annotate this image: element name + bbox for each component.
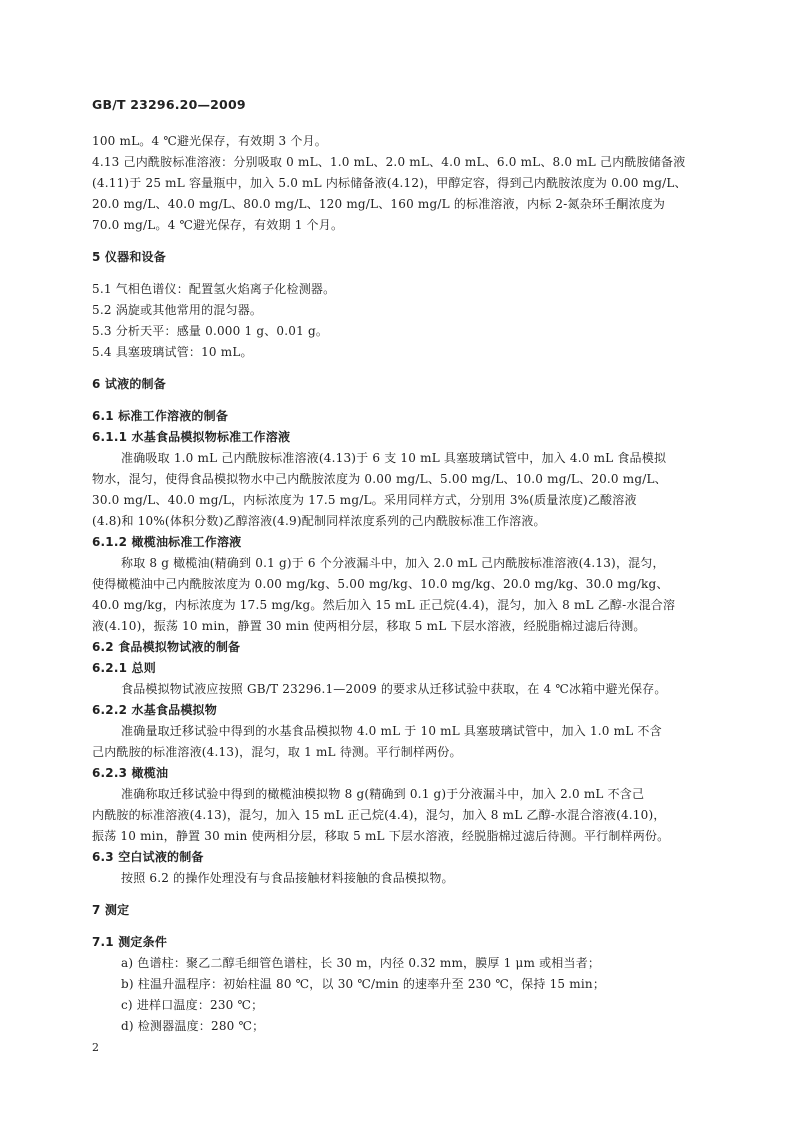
standard-number-header: GB/T 23296.20—2009 [92, 97, 246, 112]
body-line: 20.0 mg/L、40.0 mg/L、80.0 mg/L、120 mg/L、160 mg/L 的标准溶液，内标 2-氮杂环壬酮浓度为 [92, 197, 666, 211]
clause-5-1: 5.1 气相色谱仪：配置氢火焰离子化检测器。 [92, 282, 336, 296]
body-line: 准确称取迁移试验中得到的橄榄油模拟物 8 g(精确到 0.1 g)于分液漏斗中，加入 2.0 mL 不含己 [121, 787, 645, 801]
list-item: d) 检测器温度：280 ℃； [121, 1019, 265, 1033]
body-line: 食品模拟物试液应按照 GB/T 23296.1—2009 的要求从迁移试验中获取，在 4 ℃冰箱中避光保存。 [121, 682, 667, 696]
clause-5-2: 5.2 涡旋或其他常用的混匀器。 [92, 303, 263, 317]
body-line: 物水，混匀，使得食品模拟物水中己内酰胺浓度为 0.00 mg/L、5.00 mg/L、10.0 mg/L、20.0 mg/L、 [92, 472, 667, 486]
section-heading-7: 7 测定 [92, 903, 130, 917]
subsection-heading-6-1-1: 6.1.1 水基食品模拟物标准工作溶液 [92, 430, 291, 444]
body-line: 100 mL。4 ℃避光保存，有效期 3 个月。 [92, 134, 328, 148]
body-line: 按照 6.2 的操作处理没有与食品接触材料接触的食品模拟物。 [121, 871, 454, 885]
body-line: 准确吸取 1.0 mL 己内酰胺标准溶液(4.13)于 6 支 10 mL 具塞玻璃试管中，加入 4.0 mL 食品模拟 [121, 451, 667, 465]
page-number: 2 [92, 1041, 100, 1054]
subsection-heading-7-1: 7.1 测定条件 [92, 935, 168, 949]
body-line: 内酰胺的标准溶液(4.13)，混匀，加入 15 mL 正己烷(4.4)，混匀，加入 8 mL 乙醇-水混合溶液(4.10)， [92, 808, 666, 822]
subsection-heading-6-3: 6.3 空白试液的制备 [92, 850, 204, 864]
list-item: b) 柱温升温程序：初始柱温 80 ℃，以 30 ℃/min 的速率升至 230 ℃，保持 15 min； [121, 977, 606, 991]
list-item: c) 进样口温度：230 ℃； [121, 998, 264, 1012]
body-line: 准确量取迁移试验中得到的水基食品模拟物 4.0 mL 于 10 mL 具塞玻璃试管中，加入 1.0 mL 不含 [121, 724, 662, 738]
body-line: (4.8)和 10%(体积分数)乙醇溶液(4.9)配制同样浓度系列的己内酰胺标准工作溶液。 [92, 514, 546, 528]
subsection-heading-6-2-2: 6.2.2 水基食品模拟物 [92, 703, 217, 717]
section-heading-5: 5 仪器和设备 [92, 250, 166, 264]
section-heading-6: 6 试液的制备 [92, 377, 166, 391]
body-line: 70.0 mg/L。4 ℃避光保存，有效期 1 个月。 [92, 218, 344, 232]
subsection-heading-6-1: 6.1 标准工作溶液的制备 [92, 409, 229, 423]
subsection-heading-6-1-2: 6.1.2 橄榄油标准工作溶液 [92, 535, 242, 549]
clause-5-4: 5.4 具塞玻璃试管：10 mL。 [92, 345, 253, 359]
body-line: (4.11)于 25 mL 容量瓶中，加入 5.0 mL 内标储备液(4.12)，甲醇定容，得到己内酰胺浓度为 0.00 mg/L、 [92, 176, 687, 190]
clause-5-3: 5.3 分析天平：感量 0.000 1 g、0.01 g。 [92, 324, 329, 338]
body-line: 称取 8 g 橄榄油(精确到 0.1 g)于 6 个分液漏斗中，加入 2.0 mL 己内酰胺标准溶液(4.13)，混匀， [121, 556, 665, 570]
body-line: 液(4.10)，振荡 10 min，静置 30 min 使两相分层，移取 5 mL 下层水溶液，经脱脂棉过滤后待测。 [92, 619, 646, 633]
list-item: a) 色谱柱：聚乙二醇毛细管色谱柱，长 30 m，内径 0.32 mm，膜厚 1 μm 或相当者； [121, 956, 601, 970]
subsection-heading-6-2-1: 6.2.1 总则 [92, 661, 156, 675]
body-line: 己内酰胺的标准溶液(4.13)，混匀，取 1 mL 待测。平行制样两份。 [92, 745, 462, 759]
body-line: 30.0 mg/L、40.0 mg/L，内标浓度为 17.5 mg/L。采用同样方式，分别用 3%(质量浓度)乙酸溶液 [92, 493, 637, 507]
body-line: 使得橄榄油中己内酰胺浓度为 0.00 mg/kg、5.00 mg/kg、10.0 mg/kg、20.0 mg/kg、30.0 mg/kg、 [92, 577, 669, 591]
clause-4-13: 4.13 己内酰胺标准溶液：分别吸取 0 mL、1.0 mL、2.0 mL、4.0 mL、6.0 mL、8.0 mL 己内酰胺储备液 [92, 155, 686, 169]
subsection-heading-6-2-3: 6.2.3 橄榄油 [92, 766, 169, 780]
subsection-heading-6-2: 6.2 食品模拟物试液的制备 [92, 640, 241, 654]
body-line: 振荡 10 min，静置 30 min 使两相分层，移取 5 mL 下层水溶液，经脱脂棉过滤后待测。平行制样两份。 [92, 829, 670, 843]
body-line: 40.0 mg/kg，内标浓度为 17.5 mg/kg。然后加入 15 mL 正己烷(4.4)，混匀，加入 8 mL 乙醇-水混合溶 [92, 598, 676, 612]
